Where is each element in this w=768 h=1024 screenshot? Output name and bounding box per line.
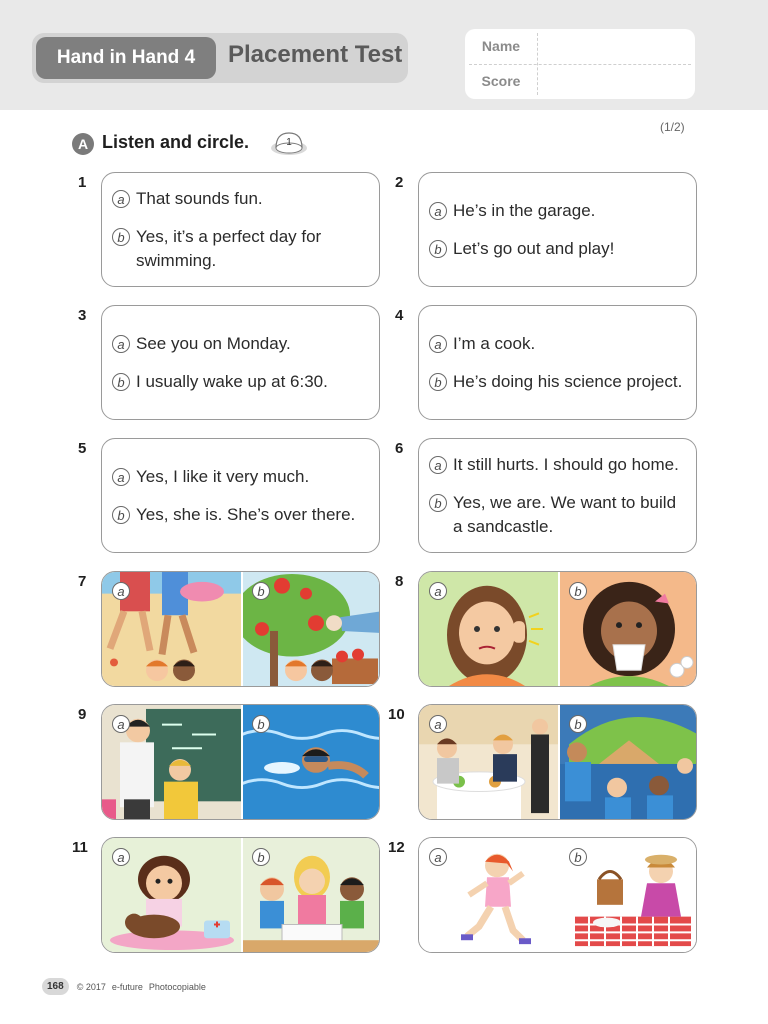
picture-box <box>101 571 380 687</box>
answer-box <box>101 305 380 420</box>
option-letter-b[interactable]: b <box>569 848 587 866</box>
option-letter-b[interactable]: b <box>429 373 447 391</box>
option-text: I usually wake up at 6:30. <box>136 372 328 391</box>
option-letter-b[interactable]: b <box>112 228 130 246</box>
option-letter-a[interactable]: a <box>429 335 447 353</box>
option-b-picture[interactable] <box>559 572 697 686</box>
section-badge: A <box>72 133 94 155</box>
question-number: 2 <box>395 174 404 191</box>
score-label: Score <box>481 73 521 89</box>
question-number: 5 <box>78 440 87 457</box>
option-text: Let’s go out and play! <box>453 239 615 258</box>
option-a-picture[interactable] <box>102 705 241 819</box>
option-b-picture[interactable] <box>559 838 697 952</box>
option-text: He’s doing his science project. <box>453 372 683 391</box>
option-letter-a[interactable]: a <box>112 190 130 208</box>
picture-box <box>101 704 380 820</box>
answer-box <box>418 172 697 287</box>
option-a-picture[interactable] <box>102 838 241 952</box>
option-text: Yes, we are. We want to build a sandcastle. <box>453 493 677 536</box>
page-number: 168 <box>42 978 69 995</box>
option-text: Yes, she is. She’s over there. <box>136 505 356 524</box>
option-text: Yes, it’s a perfect day for swimming. <box>136 227 322 270</box>
question-number: 6 <box>395 440 404 457</box>
name-label: Name <box>481 38 521 54</box>
picture-box <box>101 837 380 953</box>
question-number: 3 <box>78 307 87 324</box>
name-score-box <box>465 29 695 99</box>
divider <box>241 838 243 952</box>
option-text: That sounds fun. <box>136 189 263 208</box>
option-a[interactable] <box>429 199 690 223</box>
answer-box <box>101 438 380 553</box>
track-number: 1 <box>286 137 292 148</box>
option-letter-b[interactable]: b <box>429 240 447 258</box>
question-number: 10 <box>388 706 405 723</box>
question-number: 7 <box>78 573 87 590</box>
option-b[interactable] <box>112 503 373 527</box>
option-letter-b[interactable]: b <box>569 715 587 733</box>
copyright: © 2017 <box>76 981 106 992</box>
option-b-picture[interactable] <box>559 705 697 819</box>
option-letter-b[interactable]: b <box>252 582 270 600</box>
option-letter-a[interactable]: a <box>112 335 130 353</box>
question-number: 12 <box>388 839 405 856</box>
option-letter-b[interactable]: b <box>569 582 587 600</box>
option-text: He’s in the garage. <box>453 201 596 220</box>
option-a[interactable] <box>112 332 373 356</box>
photocopiable-note: Photocopiable <box>148 981 206 992</box>
option-letter-a[interactable]: a <box>429 715 447 733</box>
option-letter-b[interactable]: b <box>112 373 130 391</box>
option-a-picture[interactable] <box>102 572 241 686</box>
option-text: I’m a cook. <box>453 334 536 353</box>
option-text: Yes, I like it very much. <box>136 467 310 486</box>
option-letter-a[interactable]: a <box>429 202 447 220</box>
option-a[interactable] <box>429 332 690 356</box>
option-b[interactable] <box>429 237 690 261</box>
option-b[interactable] <box>112 225 373 273</box>
option-letter-a[interactable]: a <box>429 582 447 600</box>
section-instruction: Listen and circle. <box>102 132 250 152</box>
question-number: 8 <box>395 573 404 590</box>
answer-box <box>418 438 697 553</box>
option-letter-b[interactable]: b <box>252 848 270 866</box>
publisher: e-future <box>111 981 143 992</box>
divider <box>241 572 243 686</box>
option-b-picture[interactable] <box>242 572 380 686</box>
divider <box>469 64 691 65</box>
option-letter-a[interactable]: a <box>112 582 130 600</box>
option-a[interactable] <box>429 453 690 477</box>
option-b-picture[interactable] <box>242 838 380 952</box>
option-b[interactable] <box>429 491 690 539</box>
option-text: See you on Monday. <box>136 334 291 353</box>
option-letter-a[interactable]: a <box>112 715 130 733</box>
question-number: 1 <box>78 174 87 191</box>
divider <box>558 705 560 819</box>
answer-box <box>418 305 697 420</box>
option-b[interactable] <box>112 370 373 394</box>
answer-box <box>101 172 380 287</box>
option-b-picture[interactable] <box>242 705 380 819</box>
question-number: 4 <box>395 307 404 324</box>
option-letter-b[interactable]: b <box>112 506 130 524</box>
option-text: It still hurts. I should go home. <box>453 455 679 474</box>
option-letter-b[interactable]: b <box>252 715 270 733</box>
option-letter-a[interactable]: a <box>112 848 130 866</box>
option-letter-a[interactable]: a <box>429 456 447 474</box>
question-number: 11 <box>72 839 88 856</box>
question-number: 9 <box>78 706 87 723</box>
option-a-picture[interactable] <box>419 705 558 819</box>
picture-box <box>418 571 697 687</box>
option-letter-b[interactable]: b <box>429 494 447 512</box>
picture-box <box>418 704 697 820</box>
option-a-picture[interactable] <box>419 838 558 952</box>
cd-track-icon <box>270 130 308 156</box>
option-a[interactable] <box>112 465 373 489</box>
page-footer <box>42 978 212 995</box>
option-a-picture[interactable] <box>419 572 558 686</box>
option-a[interactable] <box>112 187 373 211</box>
option-letter-a[interactable]: a <box>429 848 447 866</box>
divider <box>241 705 243 819</box>
option-b[interactable] <box>429 370 690 394</box>
series-label: Hand in Hand 4 <box>36 37 216 79</box>
page-index: (1/2) <box>660 120 685 134</box>
divider <box>558 572 560 686</box>
picture-box <box>418 837 697 953</box>
option-letter-a[interactable]: a <box>112 468 130 486</box>
page-title: Placement Test <box>228 41 403 68</box>
